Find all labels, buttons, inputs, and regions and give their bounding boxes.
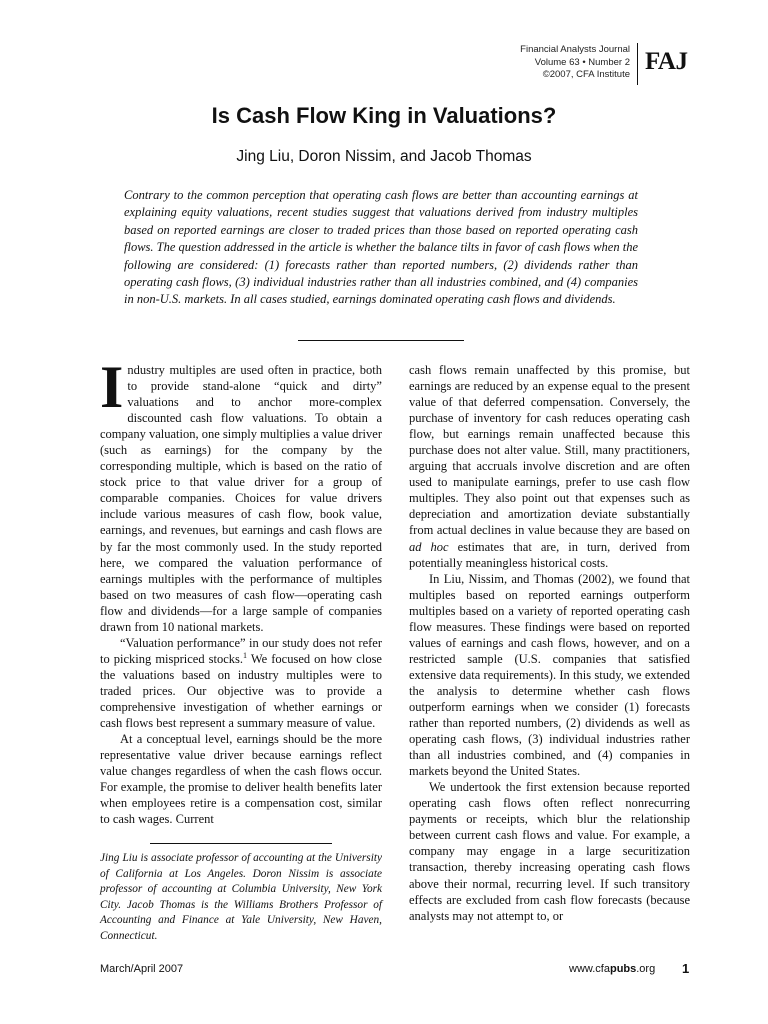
article-authors: Jing Liu, Doron Nissim, and Jacob Thomas: [236, 148, 532, 165]
paragraph-5: In Liu, Nissim, and Thomas (2002), we found that multiples based on reported earnings outperform multiples based on a variety of reported operating cash flow measures. These findings were based on reported values of earnings and cash flows, however, and on a restricted sample (U.S. companies that satisfied extensive data requirements). In this study, we extended the analysis to determine whether cash flows outperform earnings when we consider (1) forecasts rather than reported numbers, (2) dividends as well as operating cash flows, (3) individual industries rather than all industries combined, and (4) companies in markets beyond the United States.: [409, 571, 690, 779]
page-number: 1: [682, 961, 690, 976]
paragraph-1: [100, 354, 382, 635]
copyright: ©2007, CFA Institute: [542, 69, 630, 80]
drop-cap: I: [100, 354, 124, 420]
url-bold: pubs: [609, 963, 637, 975]
author-footnote: Jing Liu is associate professor of accounting at the University of California at Los Angeles. Doron Nissim is associate professor of accounting at Columbia University, New York City. Jacob Thomas is the Williams Brothers Professor of Accounting and Finance at Yale University, New Haven, Connecticut.: [100, 852, 382, 942]
url-suffix: .org: [636, 963, 656, 975]
paragraph-2-text-a: “Valuation performance” in our study does not refer to picking mispriced stocks.: [100, 635, 382, 666]
paragraph-2-text-b: We focused on how close the valuations based on industry multiples were to traded prices. Our objective was to provide a comprehensive investigation of whether earnings or cash flows best represent a summary measure of value.: [100, 651, 382, 731]
right-column: [409, 362, 690, 924]
article-title: Is Cash Flow King in Valuations?: [211, 103, 557, 128]
url-prefix: www.cfa: [569, 963, 610, 975]
volume-number: Volume 63 • Number 2: [534, 56, 630, 68]
logo-divider: [637, 43, 638, 85]
paragraph-4-italic: ad hoc: [409, 539, 449, 554]
footnote-divider: [150, 843, 332, 844]
masthead: [520, 44, 630, 82]
left-column: [100, 354, 382, 827]
paragraph-4-text-a: cash flows remain unaffected by this promise, but earnings are reduced by an expense equal to the present value of that deferred compensation. Conversely, the purchase of inventory for cash reduces operating cash flow, but earnings remain unaffected because this purchase does not alter value. Still, many practitioners, arguing that accruals involve discretion and are often used to manipulate earnings, prefer to use cash flow multiples. They also point out that expenses such as depreciation and amortization deviate substantially from actual declines in value because they are based on: [409, 363, 690, 538]
paragraph-4-text-b: estimates that are, in turn, derived from potentially meaningless historical costs.: [409, 539, 690, 570]
paragraph-1-text: ndustry multiples are used often in practice, both to provide stand-alone “quick and dirty” valuations and to anchor more-complex discounted cash flow valuations. To obtain a company valuation, one simply multiplies a value driver (such as earnings) for the company by the corresponding multiple, which is based on the ratio of stock price to that value driver for a group of comparable companies. Choices for value drivers include various measures of cash flow, book value, earnings, and revenues, but earnings and cash flows are by far the most commonly used. In the study reported here, we compared the valuation performance of earnings multiples with the performance of multiples based on two measures of cash flow—operating cash flow and dividends—for a large sample of companies drawn from 10 national markets.: [100, 363, 382, 634]
abstract-divider: [298, 340, 464, 341]
paragraph-2: [100, 635, 382, 731]
publisher-url: [569, 963, 655, 975]
paragraph-4: [409, 362, 690, 571]
issue-date: March/April 2007: [100, 963, 184, 975]
paragraph-3: At a conceptual level, earnings should be the more representative value driver because earnings reflect value changes regardless of when the cash flows occur. For example, the promise to deliver health benefits later when employees retire is a compensation cost, similar to cash wages. Current: [100, 732, 382, 827]
footnote-ref: 1: [243, 650, 248, 660]
faj-logo: FAJ: [645, 48, 688, 75]
paragraph-6: We undertook the first extension because reported operating cash flows often reflect nonrecurring payments or receipts, which blur the relationship between current cash flows and value. For example, a company may engage in a large securitization transaction, thereby increasing operating cash flows above their normal, recurring level. If such transitory effects are excluded from cash flow forecasts (because analysts may not attempt to, or: [409, 780, 690, 923]
journal-name: Financial Analysts Journal: [520, 44, 630, 55]
abstract: Contrary to the common perception that operating cash flows are better than accounting earnings at explaining equity valuations, recent studies suggest that valuations derived from industry multiples based on reported earnings are closer to traded prices than those based on reported operating cash flows. The question addressed in the article is whether the balance tilts in favor of cash flows when the following are considered: (1) forecasts rather than reported numbers, (2) dividends rather than operating cash flows, (3) individual industries rather than all industries combined, and (4) companies in non-U.S. markets. In all cases studied, earnings dominated operating cash flows and dividends.: [124, 188, 638, 307]
